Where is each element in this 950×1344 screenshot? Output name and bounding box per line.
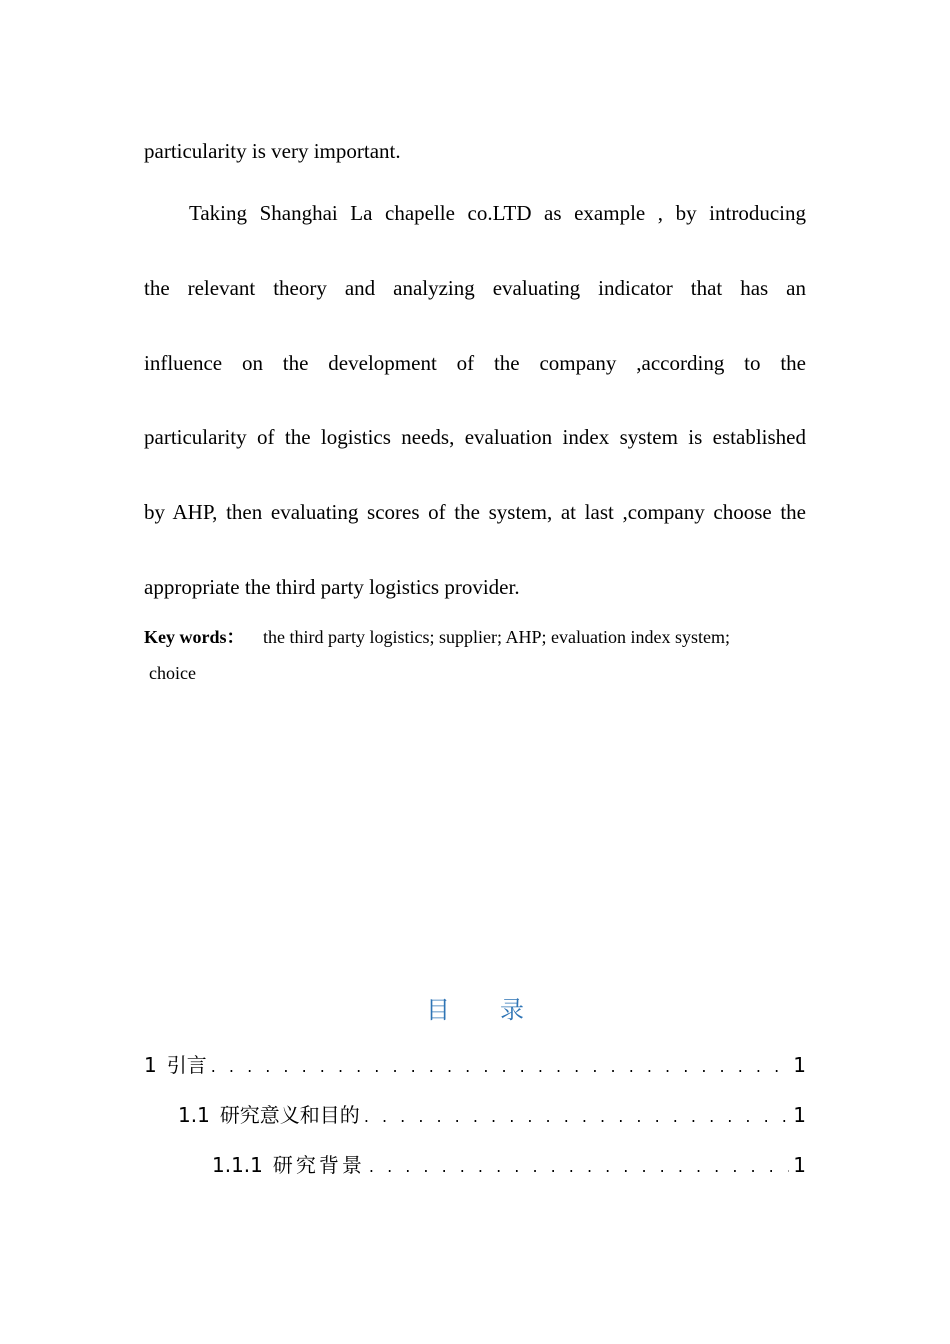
keywords-continuation: choice bbox=[149, 663, 196, 683]
abstract-line: by AHP, then evaluating scores of the system, at last ,company choose the bbox=[144, 500, 806, 524]
keywords-label: Key words： bbox=[144, 627, 245, 647]
keywords-line bbox=[144, 625, 730, 649]
toc-entry-title: 研究意义和目的 bbox=[219, 1103, 360, 1127]
toc-leader-dots bbox=[364, 1104, 789, 1130]
toc-entry[interactable] bbox=[178, 1102, 806, 1130]
abstract-line: Taking Shanghai La chapelle co.LTD as example , by introducing bbox=[189, 201, 806, 225]
toc-entry-number: 1 bbox=[144, 1053, 157, 1077]
abstract-line: the relevant theory and analyzing evaluating indicator that has an bbox=[144, 276, 806, 300]
toc-entry-page: 1 bbox=[793, 1103, 806, 1127]
toc-leader-dots bbox=[369, 1154, 789, 1180]
abstract-line: influence on the development of the company ,according to the bbox=[144, 351, 806, 375]
toc-title: 目录 bbox=[426, 996, 574, 1024]
abstract-line: particularity is very important. bbox=[144, 139, 401, 163]
toc-entry[interactable] bbox=[144, 1052, 806, 1080]
abstract-line: particularity of the logistics needs, evaluation index system is established bbox=[144, 425, 806, 449]
toc-leader-dots bbox=[211, 1054, 790, 1080]
abstract-line: appropriate the third party logistics provider. bbox=[144, 575, 520, 599]
toc-entry[interactable] bbox=[212, 1152, 806, 1180]
keywords-list: the third party logistics; supplier; AHP; evaluation index system; bbox=[263, 627, 730, 647]
toc-entry-title: 引言 bbox=[166, 1053, 207, 1077]
toc-entry-page: 1 bbox=[793, 1053, 806, 1077]
toc-entry-title: 研究背景 bbox=[272, 1153, 365, 1177]
toc-entry-number: 1.1.1 bbox=[212, 1153, 263, 1177]
toc-entry-page: 1 bbox=[793, 1153, 806, 1177]
toc-entry-number: 1.1 bbox=[178, 1103, 210, 1127]
